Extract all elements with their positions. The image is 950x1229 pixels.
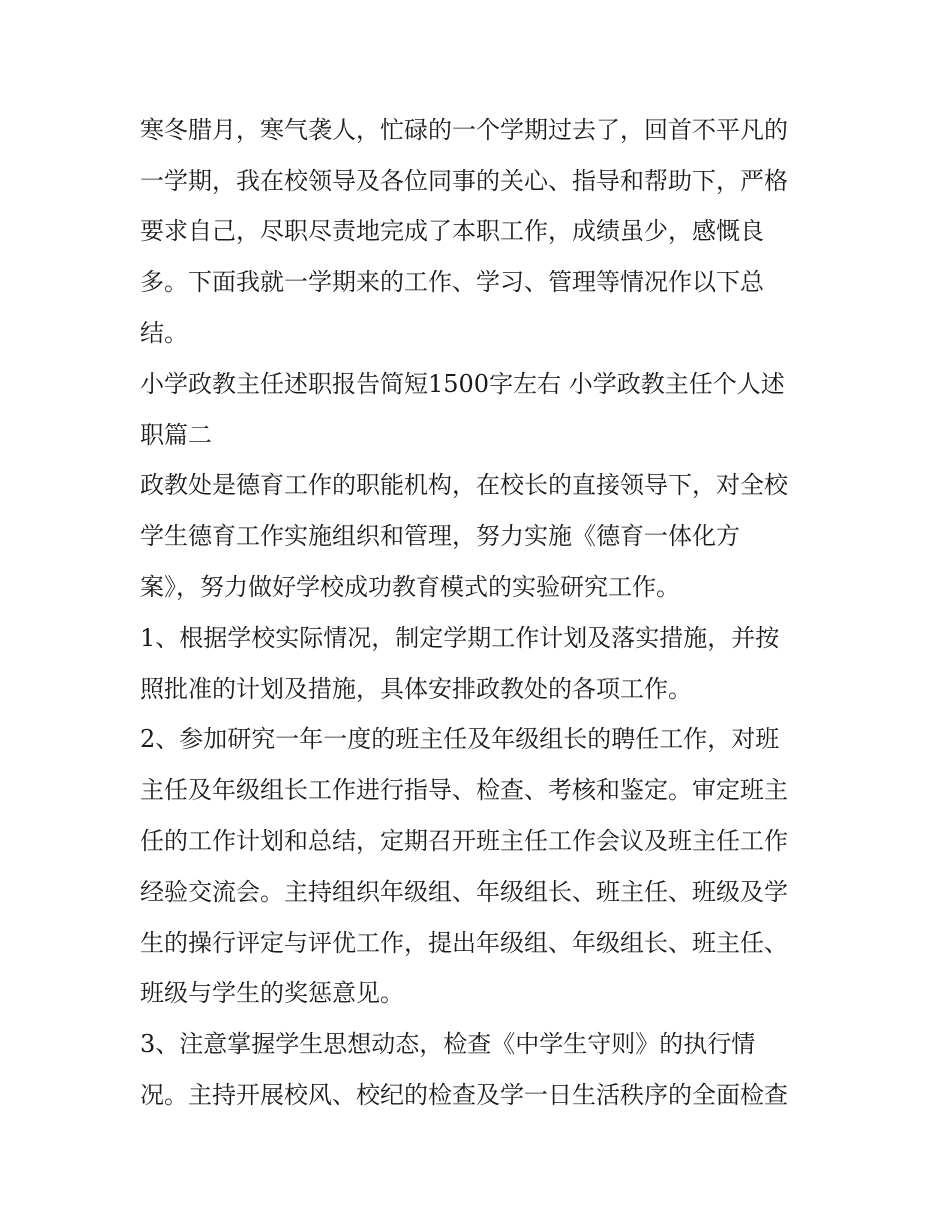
text-line: 多。下面我就一学期来的工作、学习、管理等情况作以下总: [140, 268, 764, 296]
text-line: 3、注意掌握学生思想动态，检查《中学生守则》的执行情: [140, 1030, 756, 1058]
heading-line: 职篇二: [140, 421, 212, 449]
text-line: 况。主持开展校风、校纪的检查及学一日生活秩序的全面检查: [140, 1081, 788, 1109]
text-line: 照批准的计划及措施，具体安排政教处的各项工作。: [140, 675, 692, 703]
text-line: 一学期，我在校领导及各位同事的关心、指导和帮助下，严格: [140, 167, 788, 195]
text-line: 结。: [140, 319, 188, 347]
text-line: 要求自己，尽职尽责地完成了本职工作，成绩虽少，感慨良: [140, 217, 764, 245]
text-line: 案》，努力做好学校成功教育模式的实验研究工作。: [140, 573, 680, 601]
text-line: 政教处是德育工作的职能机构，在校长的直接领导下，对全校: [140, 471, 788, 499]
text-line: 1、根据学校实际情况，制定学期工作计划及落实措施，并按: [140, 624, 780, 652]
text-line: 主任及年级组长工作进行指导、检查、考核和鉴定。审定班主: [140, 776, 788, 804]
heading-line: 小学政教主任述职报告简短1500字左右 小学政教主任个人述: [140, 370, 785, 398]
text-line: 寒冬腊月，寒气袭人，忙碌的一个学期过去了，回首不平凡的: [140, 116, 788, 144]
text-line: 班级与学生的奖惩意见。: [140, 979, 404, 1007]
text-line: 学生德育工作实施组织和管理，努力实施《德育一体化方: [140, 522, 740, 550]
text-line: 经验交流会。主持组织年级组、年级组长、班主任、班级及学: [140, 878, 788, 906]
text-line: 任的工作计划和总结，定期召开班主任工作会议及班主任工作: [140, 827, 788, 855]
text-line: 2、参加研究一年一度的班主任及年级组长的聘任工作，对班: [140, 725, 780, 753]
text-line: 生的操行评定与评优工作，提出年级组、年级组长、班主任、: [140, 929, 788, 957]
